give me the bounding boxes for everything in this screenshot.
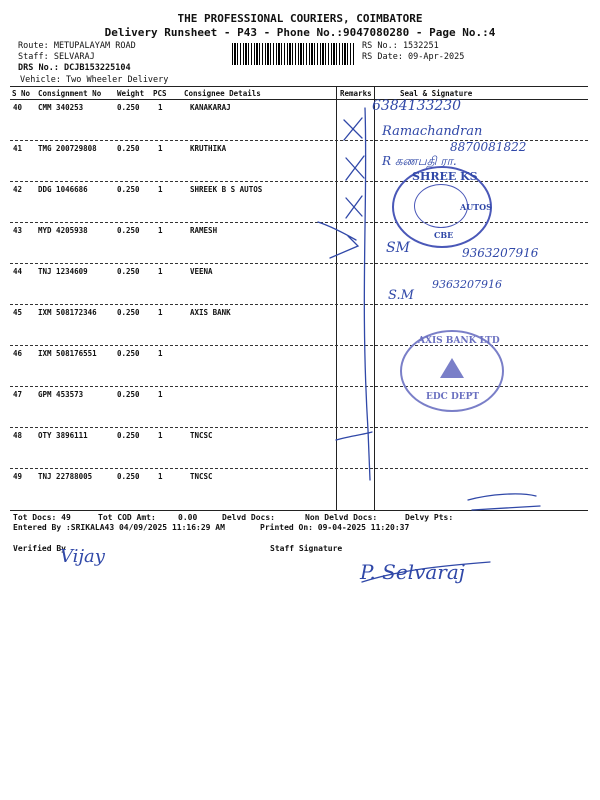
row-consignment: TNJ 1234609: [38, 267, 88, 276]
non-delivered-docs: Non Delvd Docs:: [305, 513, 378, 522]
remark-cross-row42: [346, 196, 362, 218]
row-sno: 40: [13, 103, 23, 112]
col-sno: S No: [12, 89, 31, 98]
row-sno: 49: [13, 472, 23, 481]
rs-date: RS Date: 09-Apr-2025: [362, 52, 465, 62]
row-weight: 0.250: [117, 390, 140, 399]
delivery-points: Delvy Pts:: [405, 513, 454, 522]
col-seal-signature: Seal & Signature: [400, 89, 473, 98]
row-consignment: OTY 3896111: [38, 431, 88, 440]
remark-cross-row40: [344, 118, 362, 140]
axis-bank-stamp: [400, 330, 504, 412]
verified-by-label: Verified By: [13, 544, 66, 553]
handwritten-name-row41: R கணபதி ரா.: [382, 154, 457, 168]
row-weight: 0.250: [117, 472, 140, 481]
row-pcs: 1: [158, 226, 163, 235]
row-pcs: 1: [158, 267, 163, 276]
staff: Staff: SELVARAJ: [18, 52, 95, 62]
row-consignee: KANAKARAJ: [190, 103, 231, 112]
row-pcs: 1: [158, 390, 163, 399]
handwritten-phone-row43: 9363207916: [462, 246, 539, 260]
handwritten-sign-row44: S.M: [388, 288, 414, 303]
delivery-pts-mark: [468, 494, 540, 510]
row-pcs: 1: [158, 349, 163, 358]
stamp-text-bottom: EDC DEPT: [426, 392, 480, 402]
stamp-text-top: AXIS BANK LTD: [418, 336, 500, 346]
route: Route: METUPALAYAM ROAD: [18, 41, 136, 51]
runsheet-title: Delivery Runsheet - P43 - Phone No.:9047080280 - Page No.:4: [104, 26, 496, 39]
rs-number: RS No.: 1532251: [362, 41, 439, 51]
col-remarks: Remarks: [340, 89, 372, 98]
row-sno: 44: [13, 267, 23, 276]
row-consignee: KRUTHIKA: [190, 144, 227, 153]
row-consignment: MYD 4205938: [38, 226, 88, 235]
row-sno: 41: [13, 144, 23, 153]
handwritten-phone-row40: 6384133230: [372, 98, 462, 114]
row-weight: 0.250: [117, 185, 140, 194]
vehicle: Vehicle: Two Wheeler Delivery: [20, 75, 169, 85]
row-sno: 48: [13, 431, 23, 440]
staff-handwritten-signature: P. Selvaraj: [360, 560, 465, 584]
staff-signature-label: Staff Signature: [270, 544, 343, 553]
row-consignment: IXM 508176551: [38, 349, 97, 358]
col-consignment: Consignment No: [38, 89, 102, 98]
row-weight: 0.250: [117, 308, 140, 317]
row-consignee: SHREEK B S AUTOS: [190, 185, 263, 194]
row-sno: 46: [13, 349, 23, 358]
row-weight: 0.250: [117, 226, 140, 235]
row-sno: 43: [13, 226, 23, 235]
row-weight: 0.250: [117, 267, 140, 276]
row-pcs: 1: [158, 103, 163, 112]
stamp-text-top: SHREE KS: [412, 170, 478, 183]
verifier-handwritten-signature: Vijay: [60, 546, 105, 567]
bracket-row48: [336, 432, 372, 440]
col-weight: Weight: [117, 89, 145, 98]
row-sno: 42: [13, 185, 23, 194]
handwritten-name-row40: Ramachandran: [382, 124, 483, 139]
row-consignment: IXM 508172346: [38, 308, 97, 317]
row-consignment: TNJ 22788005: [38, 472, 93, 481]
row-sno: 45: [13, 308, 23, 317]
remark-cross-row41: [346, 156, 364, 180]
row-pcs: 1: [158, 431, 163, 440]
row-pcs: 1: [158, 472, 163, 481]
total-cod-value: 0.00: [178, 513, 198, 522]
row-pcs: 1: [158, 185, 163, 194]
row-consignment: DDG 1046686: [38, 185, 88, 194]
row-weight: 0.250: [117, 103, 140, 112]
drs-number: DRS No.: DCJB153225104: [18, 63, 131, 73]
handwritten-phone-row44: 9363207916: [432, 278, 502, 291]
delivered-docs: Delvd Docs:: [222, 513, 275, 522]
row-consignment: GPM 453573: [38, 390, 84, 399]
remark-vertical-stroke: [364, 108, 370, 480]
row-pcs: 1: [158, 144, 163, 153]
col-consignee: Consignee Details: [184, 89, 261, 98]
row-pcs: 1: [158, 308, 163, 317]
printed-on: Printed On: 09-04-2025 11:20:37: [260, 523, 410, 532]
arrow-row43: [318, 222, 358, 258]
row-consignee: AXIS BANK: [190, 308, 231, 317]
total-docs: Tot Docs: 49: [13, 513, 71, 522]
shreeks-autos-stamp: [392, 166, 492, 248]
stamp-text-right: AUTOS: [460, 202, 492, 212]
handwritten-sign-row43: SM: [386, 240, 410, 256]
row-consignee: TNCSC: [190, 431, 213, 440]
row-consignee: TNCSC: [190, 472, 213, 481]
row-weight: 0.250: [117, 349, 140, 358]
stamp-text-bottom: CBE: [434, 230, 454, 240]
company-title: THE PROFESSIONAL COURIERS, COIMBATORE: [177, 12, 423, 25]
entered-by: Entered By :SRIKALA43 04/09/2025 11:16:29 AM: [13, 523, 225, 532]
row-weight: 0.250: [117, 144, 140, 153]
row-consignee: VEENA: [190, 267, 213, 276]
handwritten-phone-row41: 8870081822: [450, 140, 527, 154]
row-weight: 0.250: [117, 431, 140, 440]
row-consignee: RAMESH: [190, 226, 218, 235]
total-cod-label: Tot COD Amt:: [98, 513, 156, 522]
row-sno: 47: [13, 390, 23, 399]
row-consignment: TMG 200729808: [38, 144, 97, 153]
row-consignment: CMM 340253: [38, 103, 84, 112]
triangle-icon: [440, 358, 464, 378]
col-pcs: PCS: [153, 89, 167, 98]
